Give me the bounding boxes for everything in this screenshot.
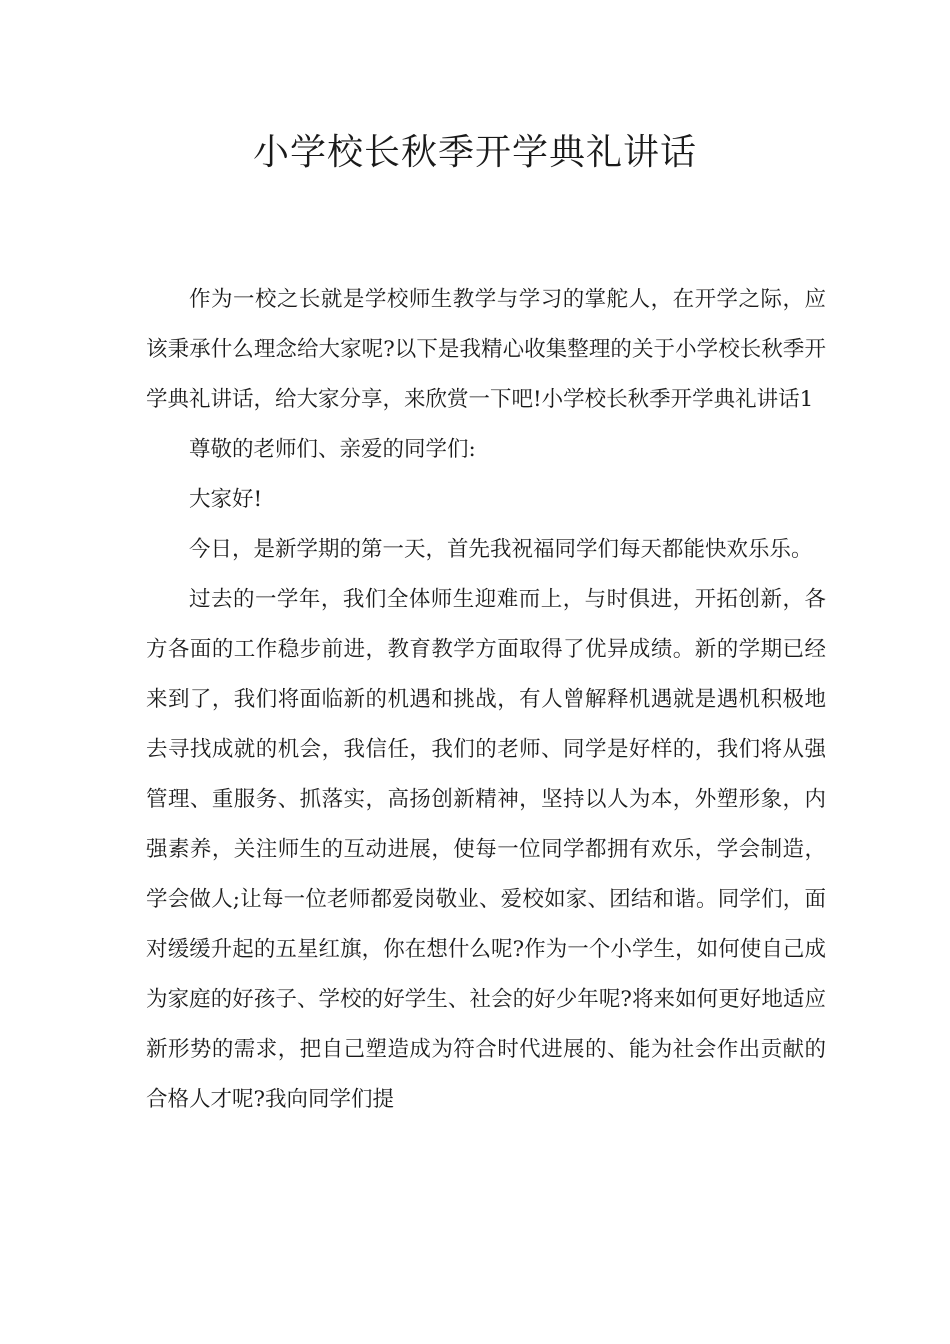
paragraph-main: 过去的一学年，我们全体师生迎难而上，与时俱进，开拓创新，各方各面的工作稳步前进，教育教学方面取得了优异成绩。新的学期已经来到了，我们将面临新的机遇和挑战，有人曾解释机遇就是遇机积极地去寻找成就的机会，我信任，我们的老师、同学是好样的，我们将从强管理、重服务、抓落实，高扬创新精神，坚持以人为本，外塑形象，内强素养，关注师生的互动进展，使每一位同学都拥有欢乐，学会制造，学会做人;让每一位老师都爱岗敬业、爱校如家、团结和谐。同学们，面对缓缓升起的五星红旗，你在想什么呢?作为一个小学生，如何使自己成为家庭的好孩子、学校的好学生、社会的好少年呢?将来如何更好地适应新形势的需求，把自己塑造成为符合时代进展的、能为社会作出贡献的合格人才呢?我向同学们提 (146, 587, 826, 1112)
paragraph-greeting: 大家好! (189, 487, 263, 512)
paragraph-salutation: 尊敬的老师们、亲爱的同学们: (189, 437, 476, 462)
document-body (146, 275, 826, 1125)
paragraph-wishes: 今日，是新学期的第一天，首先我祝福同学们每天都能快欢乐乐。 (189, 537, 813, 562)
document-title: 小学校长秋季开学典礼讲话 (252, 132, 697, 173)
paragraph-intro: 作为一校之长就是学校师生教学与学习的掌舵人，在开学之际，应该秉承什么理念给大家呢?以下是我精心收集整理的关于小学校长秋季开学典礼讲话，给大家分享，来欣赏一下吧!小学校长秋季开学典礼讲话1 (146, 287, 826, 412)
